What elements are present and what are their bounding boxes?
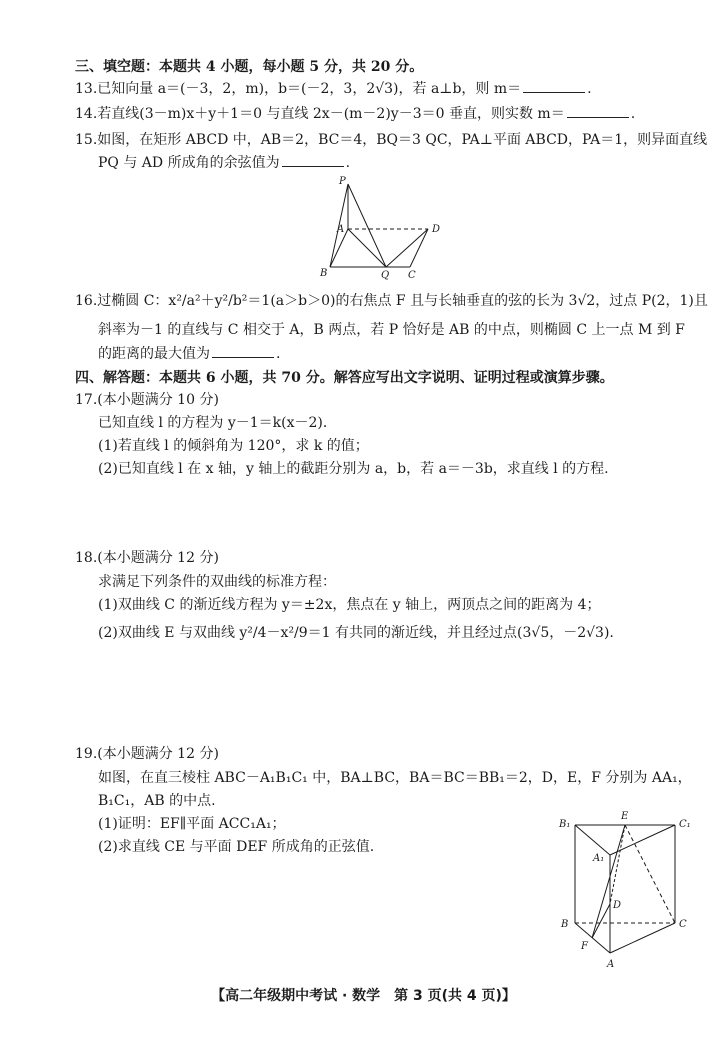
- label-A: A: [337, 224, 345, 235]
- q14-number: 14.: [75, 106, 98, 122]
- segment-CD: [410, 229, 428, 267]
- edge-B1A1: [575, 825, 610, 855]
- label-C: C: [679, 919, 687, 930]
- label-E: E: [621, 811, 629, 822]
- label-D: D: [432, 224, 441, 235]
- q17-intro: 已知直线 l 的方程为 y－1＝k(x－2)．: [98, 415, 337, 431]
- label-B: B: [320, 268, 328, 279]
- q16-answer-blank: [212, 345, 274, 358]
- q16-tail: .: [276, 346, 281, 362]
- segment-ED: [610, 825, 625, 904]
- q18-intro: 求满足下列条件的双曲线的标准方程：: [98, 574, 336, 590]
- label-D: D: [613, 900, 622, 911]
- segment-EC: [625, 825, 675, 923]
- q15-number: 15.: [75, 132, 98, 148]
- segment-EF: [592, 825, 625, 938]
- q17-part-2: (2)已知直线 l 在 x 轴，y 轴上的截距分别为 a，b，若 a＝－3b，求直线 l 的方程.: [98, 461, 609, 477]
- edge-AC: [610, 923, 675, 953]
- label-A1: A₁: [593, 853, 605, 864]
- q19-part-2: (2)求直线 CE 与平面 DEF 所成角的正弦值.: [98, 839, 375, 855]
- label-C1: C₁: [679, 819, 691, 830]
- label-Q: Q: [381, 270, 390, 280]
- question-16-line-3: [98, 345, 697, 363]
- q18-number: 18.: [75, 550, 98, 566]
- label-B: B: [561, 919, 569, 930]
- q16-text-3: 的距离的最大值为: [98, 346, 210, 362]
- q13-number: 13.: [75, 81, 98, 97]
- q19-part-1: (1)证明：EF∥平面 ACC₁A₁；: [98, 816, 286, 832]
- question-19-header: [75, 745, 697, 763]
- q19-number: 19.: [75, 746, 98, 762]
- q15-figure: [310, 172, 460, 280]
- page-footer: 【高二年级期中考试 · 数学 第 3 页(共 4 页)】: [211, 988, 516, 1004]
- question-14: [75, 105, 697, 123]
- q18-part-1: (1)双曲线 C 的渐近线方程为 y＝±2x，焦点在 y 轴上，两顶点之间的距离为 4；: [98, 597, 601, 613]
- section-3-heading: 三、填空题：本题共 4 小题，每小题 5 分，共 20 分。: [75, 59, 424, 75]
- q15-text-1: 如图，在矩形 ABCD 中，AB＝2，BC＝4，BQ＝3 QC，PA⊥平面 ABCD，PA＝1，则异面直线: [97, 132, 708, 148]
- label-P: P: [339, 176, 346, 187]
- q15-tail: .: [345, 155, 351, 171]
- question-16-line-2: [98, 321, 697, 339]
- segment-DF: [592, 904, 610, 938]
- q16-number: 16.: [75, 293, 98, 309]
- label-B1: B₁: [559, 819, 571, 830]
- q17-score: (本小题满分 10 分): [97, 392, 219, 408]
- q14-tail: .: [630, 106, 636, 122]
- segment-PQ: [348, 184, 386, 267]
- q13-text: 已知向量 a＝(－3，2，m)，b＝(－2，3，2√3)，若 a⊥b，则 m＝: [97, 81, 522, 97]
- question-13: [75, 80, 697, 98]
- segment-QD: [386, 229, 428, 267]
- label-F: F: [581, 941, 588, 952]
- q19-text-1: 如图，在直三棱柱 ABC－A₁B₁C₁ 中，BA⊥BC，BA＝BC＝BB₁＝2，D，E，F 分别为 AA₁，: [98, 770, 692, 786]
- question-18-header: [75, 549, 697, 567]
- question-16-line-1: [75, 292, 708, 310]
- q19-score: (本小题满分 12 分): [97, 746, 219, 762]
- question-15-line-2: [98, 154, 697, 172]
- q15-answer-blank: [282, 154, 344, 167]
- label-A: A: [607, 959, 615, 970]
- q13-answer-blank: [523, 80, 585, 93]
- q18-score: (本小题满分 12 分): [97, 550, 219, 566]
- question-17-header: [75, 391, 697, 409]
- q16-text-2: 斜率为－1 的直线与 C 相交于 A，B 两点，若 P 恰好是 AB 的中点，则椭圆 C 上一点 M 到 F: [98, 322, 685, 338]
- q14-answer-blank: [567, 105, 629, 118]
- section-4-heading: 四、解答题：本题共 6 小题，共 70 分。解答应写出文字说明、证明过程或演算步骤。: [75, 370, 614, 386]
- q15-text-2: PQ 与 AD 所成角的余弦值为: [98, 155, 280, 171]
- q16-text-1: 过椭圆 C：x²/a²＋y²/b²＝1(a＞b＞0)的右焦点 F 且与长轴垂直的弦的长为 3√2，过点 P(2，1)且: [97, 293, 708, 309]
- q19-text-2: B₁C₁，AB 的中点.: [98, 793, 216, 809]
- q13-tail: .: [587, 81, 592, 97]
- q14-text: 若直线(3－m)x＋y＋1＝0 与直线 2x－(m－2)y－3＝0 垂直，则实数 m＝: [97, 106, 565, 122]
- q17-number: 17.: [75, 392, 98, 408]
- q19-figure: [555, 805, 705, 975]
- question-15-line-1: [75, 131, 708, 149]
- label-C: C: [408, 270, 416, 280]
- q17-part-1: (1)若直线 l 的倾斜角为 120°，求 k 的值；: [98, 438, 369, 454]
- q18-part-2: (2)双曲线 E 与双曲线 y²/4－x²/9＝1 有共同的渐近线，并且经过点(3√5，－2√3).: [98, 625, 614, 641]
- segment-AQ: [348, 229, 386, 267]
